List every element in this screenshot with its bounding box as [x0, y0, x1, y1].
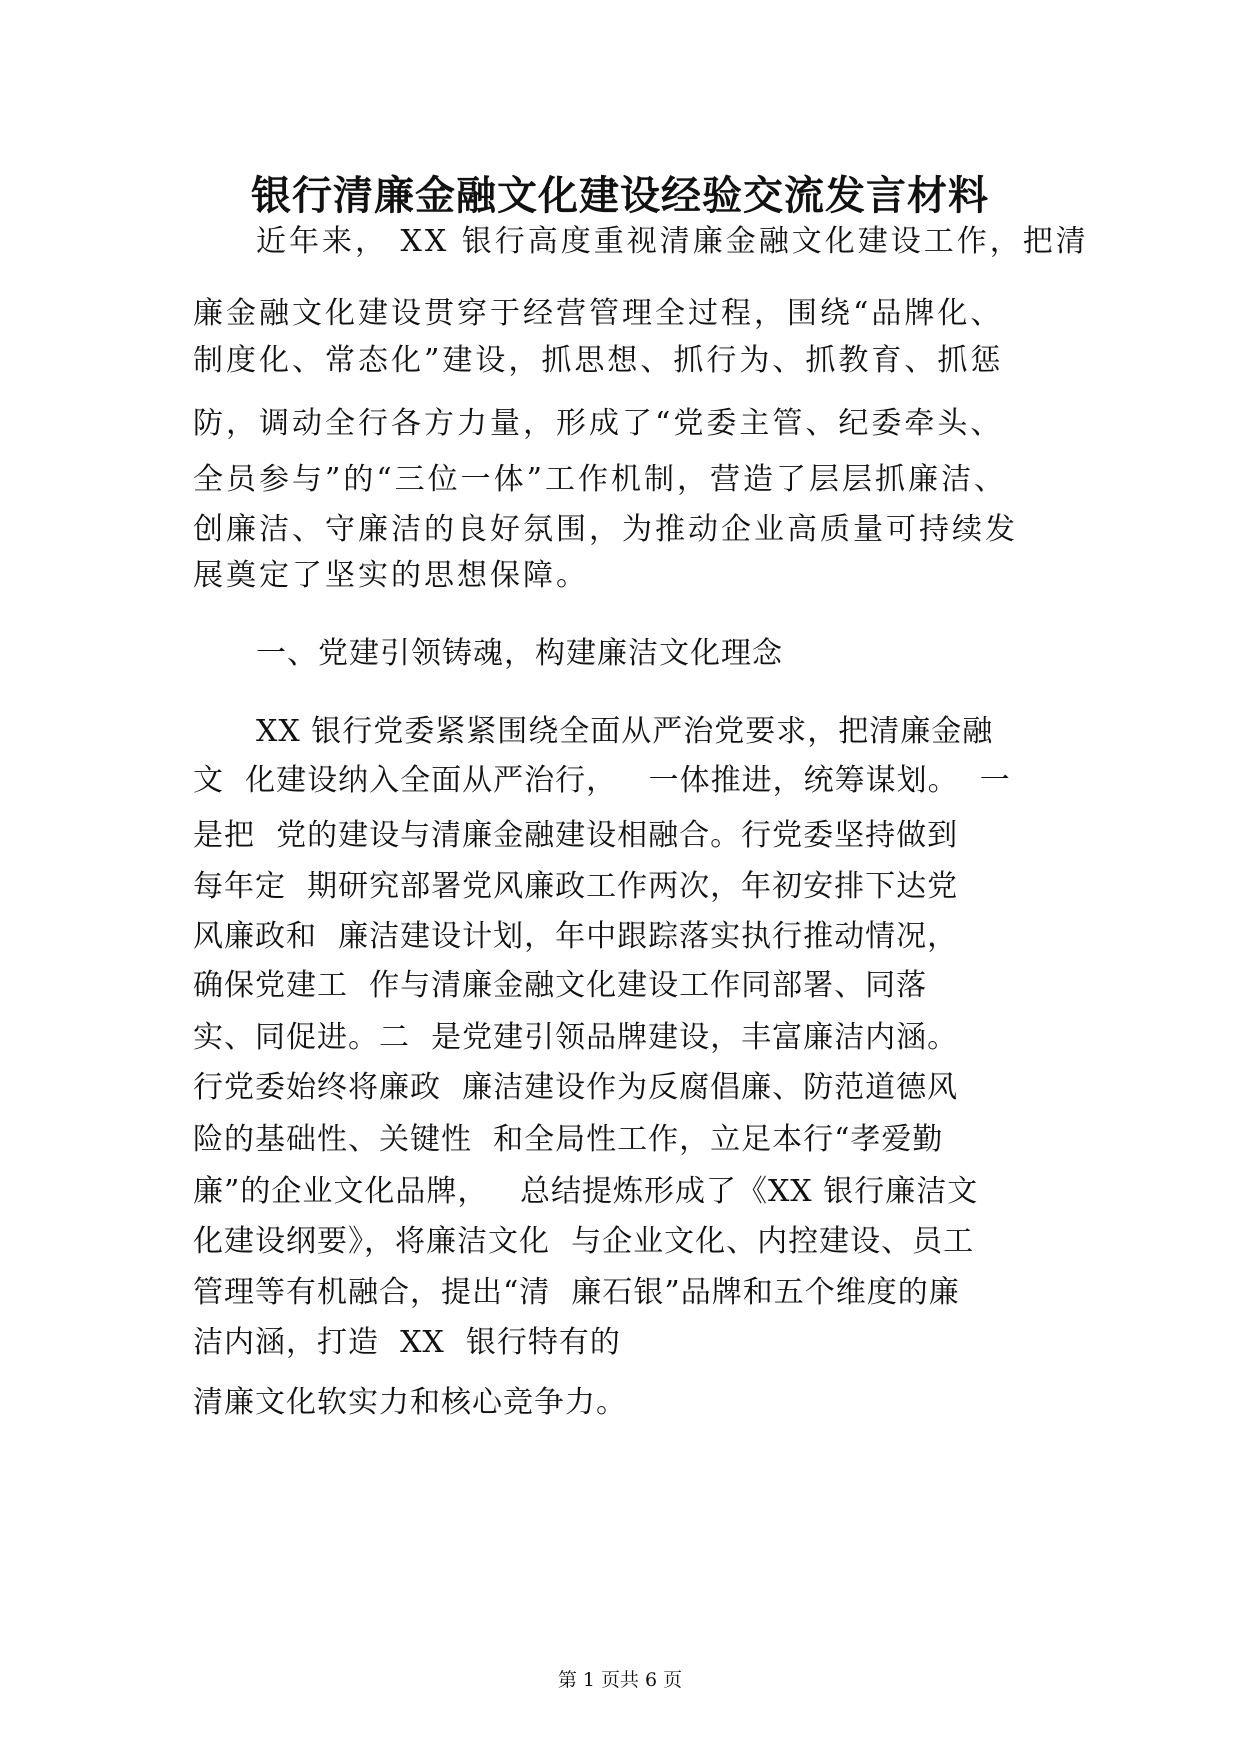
paragraph-line: 清廉文化软实力和核心竞争力。: [193, 1385, 627, 1420]
paragraph-line: 廉”的企业文化品牌， 总结提炼形成了《XX 银行廉洁文: [193, 1174, 979, 1209]
paragraph-line: XX 银行党委紧紧围绕全面从严治党要求，把清廉金融: [256, 714, 994, 749]
paragraph-line: 全员参与”的“三位一体”工作机制，营造了层层抓廉洁、: [193, 462, 1008, 497]
paragraph-line: 险的基础性、关键性 和全局性工作，立足本行“孝爱勤: [193, 1122, 944, 1157]
paragraph-line: 制度化、常态化”建设，抓思想、抓行为、抓教育、抓惩: [193, 343, 1004, 378]
paragraph-line: 是把 党的建设与清廉金融建设相融合。行党委坚持做到: [193, 818, 959, 853]
paragraph-line: 洁内涵，打造 XX 银行特有的: [193, 1325, 621, 1360]
paragraph-line: 化建设纲要》，将廉洁文化 与企业文化、内控建设、员工: [193, 1224, 975, 1259]
page-number-footer: 第 1 页共 6 页: [557, 1669, 683, 1691]
paragraph-line: 行党委始终将廉政 廉洁建设作为反腐倡廉、防范道德风: [193, 1070, 959, 1105]
paragraph-line: 管理等有机融合，提出“清 廉石银”品牌和五个维度的廉: [193, 1275, 960, 1310]
paragraph-line: 近年来， XX 银行高度重视清廉金融文化建设工作，把清: [256, 224, 1089, 259]
paragraph-line: 风廉政和 廉洁建设计划，年中跟踪落实执行推动情况，: [193, 919, 959, 954]
paragraph-line: 防，调动全行各方力量，形成了“党委主管、纪委牵头、: [193, 406, 1004, 441]
paragraph-line: 实、同促进。二 是党建引领品牌建设，丰富廉洁内涵。: [193, 1020, 959, 1055]
paragraph-line: 每年定 期研究部署党风廉政工作两次，年初安排下达党: [193, 869, 959, 904]
paragraph-line: 创廉洁、守廉洁的良好氛围，为推动企业高质量可持续发: [193, 512, 1018, 547]
document-title: 银行清廉金融文化建设经验交流发言材料: [251, 172, 989, 219]
paragraph-line: 展奠定了坚实的思想保障。: [193, 558, 589, 593]
paragraph-line: 文 化建设纳入全面从严治行， 一体推进，统筹谋划。 一: [193, 763, 1011, 798]
section-heading: 一、党建引领铸魂，构建廉洁文化理念: [256, 636, 783, 671]
paragraph-line: 廉金融文化建设贯穿于经营管理全过程，围绕“品牌化、: [193, 296, 1004, 331]
paragraph-line: 确保党建工 作与清廉金融文化建设工作同部署、同落: [193, 968, 928, 1003]
